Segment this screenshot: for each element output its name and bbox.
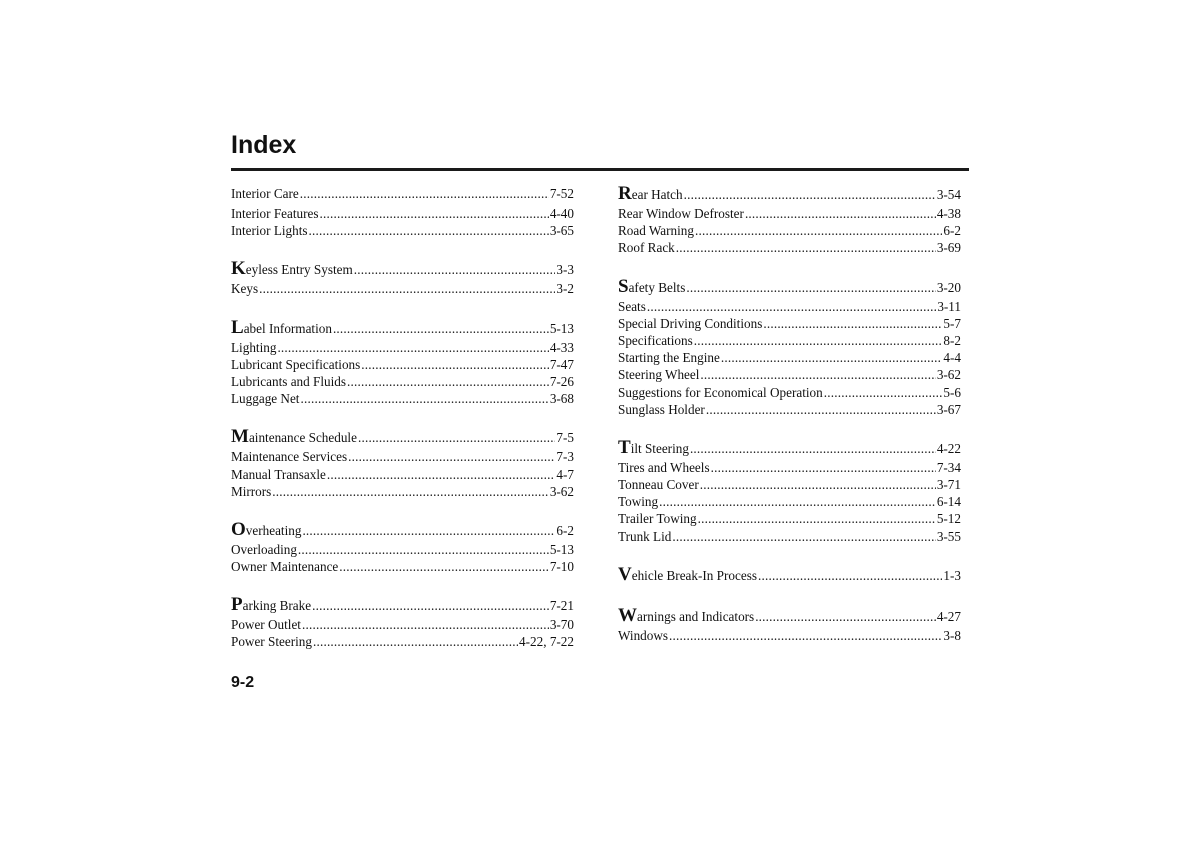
dot-leader xyxy=(647,298,936,315)
entry-label xyxy=(618,493,658,510)
entry-label xyxy=(231,558,338,575)
entry-page: 4-33 xyxy=(549,339,574,355)
entry-page: 7-3 xyxy=(556,449,574,465)
dot-leader xyxy=(320,205,549,222)
dot-leader xyxy=(721,349,943,366)
entry-label xyxy=(231,448,347,465)
index-entry[interactable] xyxy=(231,541,574,558)
dot-leader xyxy=(706,401,936,418)
entry-text: Windows xyxy=(618,627,669,643)
dot-leader xyxy=(824,384,943,401)
title-rule xyxy=(231,168,969,171)
entry-text: Trailer Towing xyxy=(618,511,697,527)
entry-page: 4-22, 7-22 xyxy=(519,634,574,650)
entry-label xyxy=(618,476,699,493)
index-entry[interactable] xyxy=(231,258,574,280)
entry-text: Power Outlet xyxy=(231,617,301,633)
index-group xyxy=(231,183,574,239)
dot-leader xyxy=(302,520,555,541)
entry-text: Lubricants and Fluids xyxy=(231,373,347,389)
dot-leader xyxy=(695,222,942,239)
entry-page: 6-2 xyxy=(556,522,574,538)
entry-text: Lubricant Specifications xyxy=(231,356,361,372)
dot-leader xyxy=(700,366,935,383)
dot-leader xyxy=(327,466,556,483)
index-entry[interactable] xyxy=(231,519,574,541)
dot-leader xyxy=(348,448,555,465)
entry-text: Mirrors xyxy=(231,483,272,499)
dot-leader xyxy=(300,183,549,205)
entry-text: Luggage Net xyxy=(231,391,300,407)
entry-page: 3-20 xyxy=(936,279,961,295)
entry-label xyxy=(618,222,694,239)
index-column-right xyxy=(618,183,961,663)
initial-letter: L xyxy=(231,316,244,338)
entry-page: 7-26 xyxy=(549,373,574,389)
entry-page: 3-68 xyxy=(549,391,574,407)
entry-label xyxy=(231,633,312,650)
dot-leader xyxy=(690,438,936,459)
entry-text: Interior Care xyxy=(231,186,299,201)
index-entry[interactable] xyxy=(618,183,961,205)
dot-leader xyxy=(686,277,935,298)
dot-leader xyxy=(259,280,555,297)
dot-leader xyxy=(669,627,942,644)
entry-text: Special Driving Conditions xyxy=(618,315,763,331)
entry-page: 3-67 xyxy=(936,401,961,417)
entry-text: Seats xyxy=(618,298,646,314)
entry-page: 3-55 xyxy=(936,528,961,544)
dot-leader xyxy=(313,633,518,650)
entry-page: 3-69 xyxy=(936,240,961,256)
entry-text: Keys xyxy=(231,281,259,297)
entry-page: 4-27 xyxy=(936,608,961,624)
dot-leader xyxy=(672,528,935,545)
initial-letter: S xyxy=(618,275,629,297)
index-entry[interactable] xyxy=(618,366,961,383)
dot-leader xyxy=(309,222,549,239)
entry-page: 4-40 xyxy=(549,206,574,221)
index-entry[interactable] xyxy=(618,276,961,298)
entry-label xyxy=(231,258,353,280)
entry-label xyxy=(618,605,754,627)
initial-letter: M xyxy=(231,426,249,448)
index-group xyxy=(618,183,961,257)
index-group xyxy=(231,258,574,297)
index-entry[interactable] xyxy=(231,594,574,616)
index-entry[interactable] xyxy=(618,627,961,644)
entry-page: 5-13 xyxy=(549,541,574,557)
entry-text: Overloading xyxy=(231,541,297,557)
entry-page: 3-8 xyxy=(943,627,961,643)
dot-leader xyxy=(339,558,549,575)
entry-label xyxy=(618,437,689,459)
entry-text: ear Hatch xyxy=(631,187,683,202)
index-group xyxy=(231,426,574,500)
index-entry[interactable] xyxy=(231,222,574,239)
entry-text: Interior Features xyxy=(231,206,319,221)
dot-leader xyxy=(347,373,549,390)
index-entry[interactable] xyxy=(618,476,961,493)
entry-label xyxy=(618,276,685,298)
index-entry[interactable] xyxy=(231,558,574,575)
index-entry[interactable] xyxy=(231,616,574,633)
entry-label xyxy=(231,594,311,616)
initial-letter: K xyxy=(231,258,246,280)
entry-text: Rear Window Defroster xyxy=(618,206,744,221)
entry-text: eyless Entry System xyxy=(245,262,353,278)
entry-label xyxy=(231,483,271,500)
entry-page: 3-62 xyxy=(549,483,574,499)
entry-page: 3-54 xyxy=(936,187,961,202)
entry-page: 4-38 xyxy=(936,206,961,221)
index-entry[interactable] xyxy=(618,437,961,459)
dot-leader xyxy=(763,315,942,332)
index-entry[interactable] xyxy=(618,401,961,418)
entry-label xyxy=(618,510,697,527)
entry-label xyxy=(231,317,332,339)
entry-text: abel Information xyxy=(243,320,332,336)
dot-leader xyxy=(277,339,548,356)
entry-page: 5-13 xyxy=(549,320,574,336)
entry-text: Power Steering xyxy=(231,634,312,650)
entry-text: Lighting xyxy=(231,339,277,355)
entry-label xyxy=(618,528,671,545)
entry-text: Sunglass Holder xyxy=(618,401,705,417)
entry-label xyxy=(618,183,683,205)
index-entry[interactable] xyxy=(231,317,574,339)
entry-label xyxy=(618,315,762,332)
entry-label xyxy=(618,627,668,644)
initial-letter: V xyxy=(618,563,632,585)
dot-leader xyxy=(354,259,556,280)
dot-leader xyxy=(676,239,936,256)
initial-letter: O xyxy=(231,518,246,540)
initial-letter: T xyxy=(618,436,631,458)
index-entry[interactable] xyxy=(618,493,961,510)
entry-page: 7-21 xyxy=(549,598,574,614)
entry-label xyxy=(618,366,699,383)
initial-letter: R xyxy=(618,183,632,204)
dot-leader xyxy=(302,616,549,633)
entry-label xyxy=(231,541,297,558)
index-entry[interactable] xyxy=(618,332,961,349)
dot-leader xyxy=(333,318,549,339)
index-entry[interactable] xyxy=(618,459,961,476)
entry-label xyxy=(231,280,258,297)
entry-label xyxy=(618,384,823,401)
index-entry[interactable] xyxy=(618,528,961,545)
dot-leader xyxy=(755,606,936,627)
entry-page: 5-12 xyxy=(936,511,961,527)
entry-label xyxy=(618,205,744,222)
index-entry[interactable] xyxy=(618,298,961,315)
entry-page: 7-5 xyxy=(556,430,574,446)
entry-page: 6-2 xyxy=(943,223,961,239)
index-group xyxy=(618,276,961,418)
entry-page: 6-14 xyxy=(936,494,961,510)
dot-leader xyxy=(694,332,943,349)
dot-leader xyxy=(312,595,549,616)
entry-page: 4-22 xyxy=(936,440,961,456)
entry-label xyxy=(618,332,693,349)
entry-label xyxy=(231,205,319,222)
entry-text: Owner Maintenance xyxy=(231,559,339,575)
index-column-left xyxy=(231,183,574,670)
dot-leader xyxy=(358,427,555,448)
entry-label xyxy=(231,222,308,239)
entry-label xyxy=(618,298,646,315)
entry-label xyxy=(231,390,299,407)
dot-leader xyxy=(659,493,936,510)
entry-text: Specifications xyxy=(618,332,693,348)
entry-label xyxy=(618,239,675,256)
dot-leader xyxy=(300,390,548,407)
entry-text: Interior Lights xyxy=(231,223,308,239)
index-group xyxy=(618,437,961,545)
entry-label xyxy=(618,349,720,366)
index-entry[interactable] xyxy=(231,483,574,500)
index-entry[interactable] xyxy=(618,564,961,586)
index-entry[interactable] xyxy=(231,390,574,407)
entry-page: 1-3 xyxy=(943,567,961,583)
dot-leader xyxy=(684,184,936,205)
entry-text: arnings and Indicators xyxy=(637,608,755,624)
index-entry[interactable] xyxy=(618,510,961,527)
entry-label xyxy=(231,616,301,633)
entry-label xyxy=(231,466,326,483)
entry-page: 8-2 xyxy=(943,332,961,348)
entry-page: 3-65 xyxy=(549,223,574,239)
index-group xyxy=(231,317,574,408)
index-entry[interactable] xyxy=(231,339,574,356)
index-entry[interactable] xyxy=(231,356,574,373)
entry-label xyxy=(231,183,299,205)
entry-text: arking Brake xyxy=(242,598,312,614)
entry-text: Tonneau Cover xyxy=(618,477,699,493)
entry-page: 5-7 xyxy=(943,315,961,331)
entry-text: ehicle Break-In Process xyxy=(631,567,757,583)
index-group xyxy=(231,594,574,650)
index-entry[interactable] xyxy=(618,205,961,222)
entry-text: ilt Steering xyxy=(630,440,689,456)
dot-leader xyxy=(698,510,936,527)
entry-page: 3-11 xyxy=(937,298,961,314)
entry-text: Road Warning xyxy=(618,223,694,239)
initial-letter: P xyxy=(231,594,243,616)
index-entry[interactable] xyxy=(618,384,961,401)
entry-text: verheating xyxy=(245,522,302,538)
index-entry[interactable] xyxy=(618,239,961,256)
entry-page: 7-34 xyxy=(936,459,961,475)
index-entry[interactable] xyxy=(618,222,961,239)
index-entry[interactable] xyxy=(231,280,574,297)
entry-label xyxy=(231,373,346,390)
page-title: Index xyxy=(231,131,297,159)
entry-text: Manual Transaxle xyxy=(231,466,326,482)
dot-leader xyxy=(298,541,549,558)
dot-leader xyxy=(361,356,549,373)
entry-page: 3-71 xyxy=(936,477,961,493)
index-group xyxy=(618,605,961,644)
entry-page: 5-6 xyxy=(943,384,961,400)
index-entry[interactable] xyxy=(231,426,574,448)
dot-leader xyxy=(700,476,936,493)
index-entry[interactable] xyxy=(618,349,961,366)
entry-page: 3-62 xyxy=(936,367,961,383)
index-entry[interactable] xyxy=(618,605,961,627)
entry-label xyxy=(231,519,301,541)
entry-text: Starting the Engine xyxy=(618,350,720,366)
index-entry[interactable] xyxy=(231,448,574,465)
entry-label xyxy=(618,564,757,586)
dot-leader xyxy=(758,565,942,586)
index-group xyxy=(231,519,574,575)
entry-text: Maintenance Services xyxy=(231,449,348,465)
entry-text: Steering Wheel xyxy=(618,367,700,383)
entry-text: Tires and Wheels xyxy=(618,459,710,475)
index-entry[interactable] xyxy=(231,466,574,483)
entry-page: 7-47 xyxy=(549,356,574,372)
index-entry[interactable] xyxy=(231,205,574,222)
entry-text: aintenance Schedule xyxy=(248,430,357,446)
entry-label xyxy=(231,426,357,448)
entry-label xyxy=(231,356,360,373)
entry-text: Trunk Lid xyxy=(618,528,672,544)
entry-page: 4-7 xyxy=(556,466,574,482)
entry-page: 7-10 xyxy=(549,559,574,575)
entry-page: 4-4 xyxy=(943,350,961,366)
entry-text: Towing xyxy=(618,494,659,510)
entry-label xyxy=(231,339,276,356)
entry-text: Suggestions for Economical Operation xyxy=(618,384,823,400)
entry-label xyxy=(618,401,705,418)
index-entry[interactable] xyxy=(231,183,574,205)
dot-leader xyxy=(272,483,549,500)
entry-page: 3-3 xyxy=(556,262,574,278)
initial-letter: W xyxy=(618,604,637,626)
page-number: 9-2 xyxy=(231,674,255,691)
dot-leader xyxy=(711,459,936,476)
index-entry[interactable] xyxy=(231,373,574,390)
entry-text: Roof Rack xyxy=(618,240,675,256)
entry-page: 3-70 xyxy=(549,617,574,633)
dot-leader xyxy=(745,205,936,222)
entry-page: 7-52 xyxy=(549,186,574,201)
index-entry[interactable] xyxy=(231,633,574,650)
entry-label xyxy=(618,459,710,476)
index-entry[interactable] xyxy=(618,315,961,332)
index-group xyxy=(618,564,961,586)
entry-text: afety Belts xyxy=(628,279,686,295)
entry-page: 3-2 xyxy=(556,281,574,297)
